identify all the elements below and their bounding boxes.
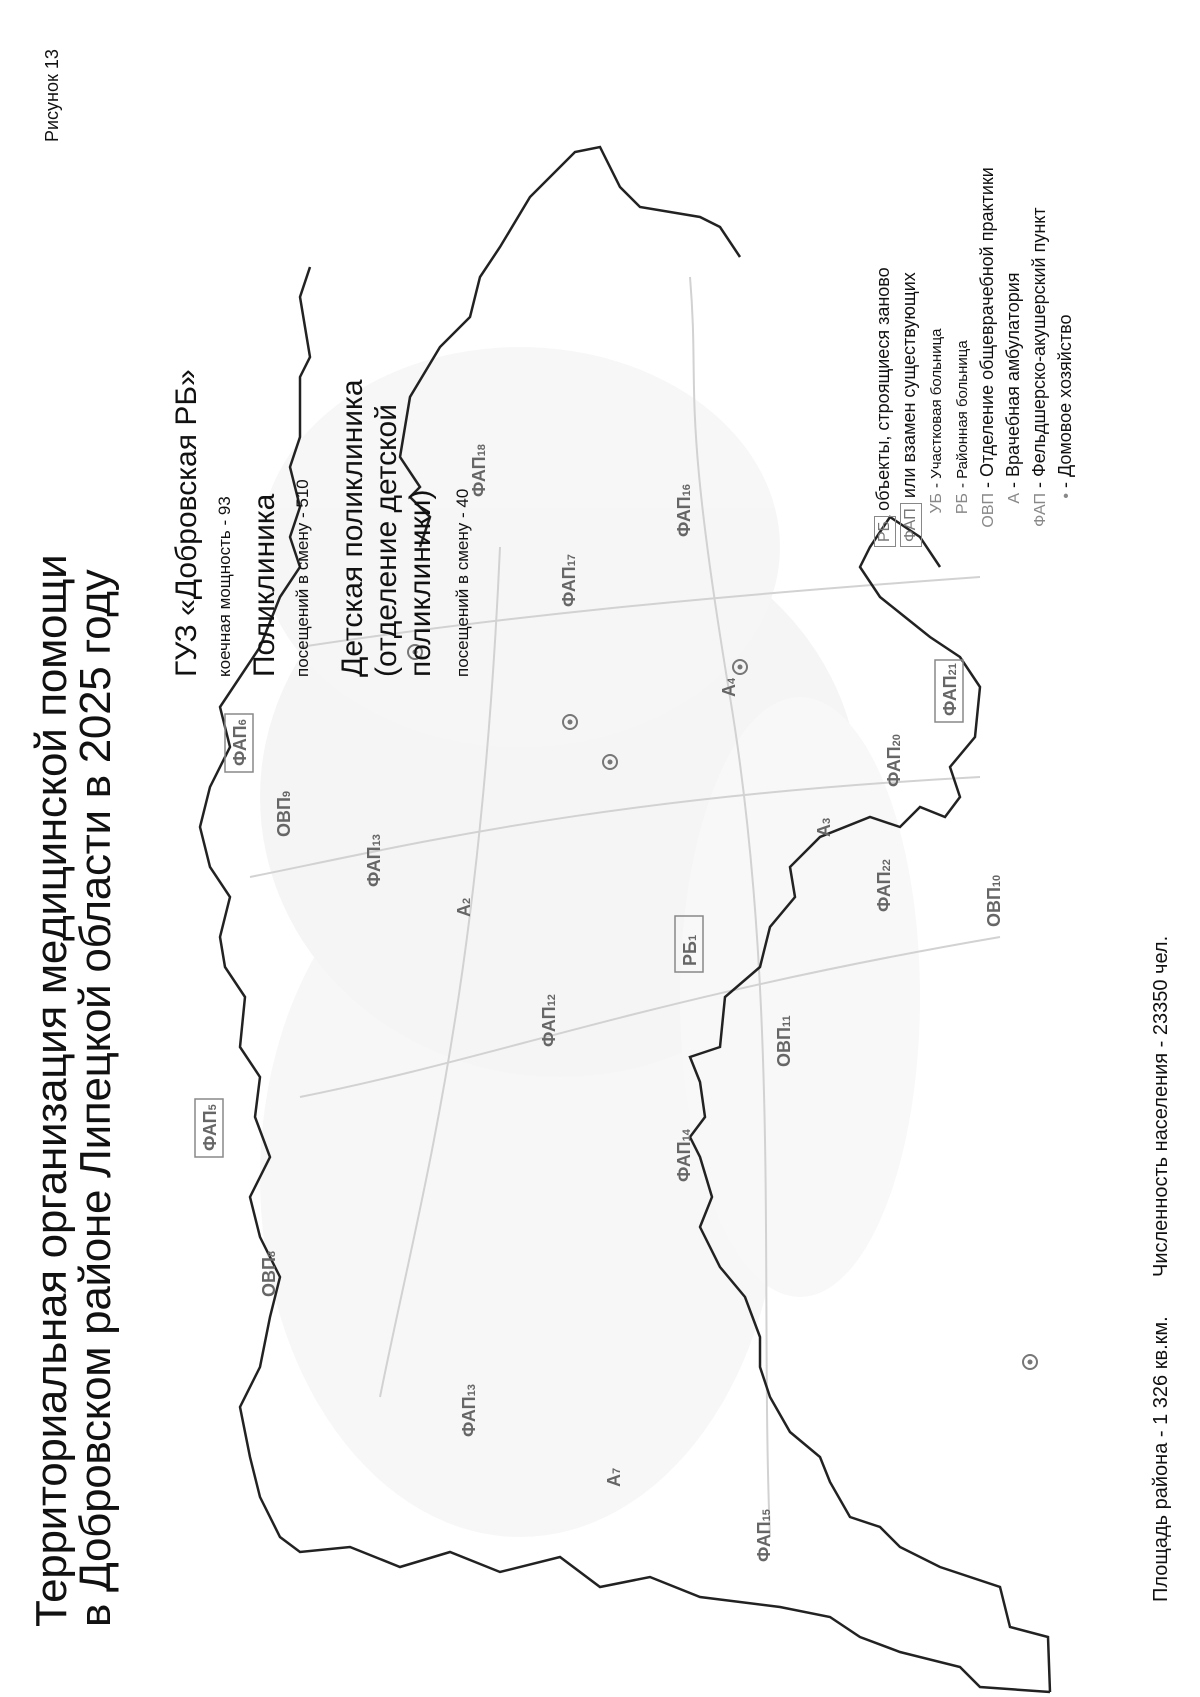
legend-text: - Домовое хозяйство bbox=[1055, 314, 1075, 488]
legend-item-a bbox=[1000, 7, 1026, 547]
svg-text:ОВП11: ОВП11 bbox=[774, 1015, 794, 1067]
svg-text:А3: А3 bbox=[814, 817, 834, 837]
legend-text: - Районная больница bbox=[954, 340, 971, 488]
hospital-beds: коечная мощность - 93 bbox=[215, 496, 234, 677]
legend-item-ovp bbox=[974, 7, 1000, 547]
facility-info bbox=[160, 37, 474, 677]
svg-text:ФАП12: ФАП12 bbox=[539, 994, 559, 1047]
legend-new-objects-line1: объекты, строящиеся заново bbox=[873, 267, 893, 511]
district-area: Площадь района - 1 326 кв.км. bbox=[1150, 1316, 1172, 1602]
svg-text:ФАП5: ФАП5 bbox=[200, 1104, 220, 1151]
svg-text:ФАП13: ФАП13 bbox=[364, 834, 384, 887]
legend-sample-rb: РБ bbox=[874, 516, 896, 547]
svg-text:ФАП21: ФАП21 bbox=[940, 663, 960, 716]
title-line-1: Территориальная организация медицинской помощи bbox=[27, 554, 76, 1627]
legend-item-household bbox=[1052, 7, 1078, 547]
legend-key: А bbox=[1006, 493, 1023, 504]
svg-text:ФАП15: ФАП15 bbox=[754, 1509, 774, 1562]
legend-item-fap bbox=[1026, 7, 1052, 547]
household-dot-icon: • bbox=[1058, 493, 1075, 499]
svg-text:А4: А4 bbox=[719, 677, 739, 697]
svg-text:ОВП8: ОВП8 bbox=[259, 1250, 279, 1297]
legend-key: РБ bbox=[954, 493, 971, 515]
page-title bbox=[27, 554, 120, 1627]
legend-text: - Врачебная амбулатория bbox=[1003, 272, 1023, 488]
hospital-name: ГУЗ «Добровская РБ» bbox=[170, 369, 203, 677]
legend-text: - Участковая больница bbox=[928, 328, 945, 488]
legend-item-ub bbox=[922, 7, 948, 547]
legend-key: ОВП bbox=[980, 493, 997, 528]
legend-key: ФАП bbox=[1032, 493, 1049, 527]
legend-item-rb bbox=[948, 7, 974, 547]
polyclinic-heading: Поликлиника bbox=[248, 493, 281, 677]
title-line-2: в Добровском районе Липецкой области в 2025 году bbox=[71, 569, 120, 1627]
svg-text:А7: А7 bbox=[604, 1467, 624, 1487]
svg-text:А2: А2 bbox=[454, 897, 474, 917]
svg-text:ФАП16: ФАП16 bbox=[674, 484, 694, 537]
svg-text:ФАП6: ФАП6 bbox=[230, 719, 250, 766]
svg-text:ФАП14: ФАП14 bbox=[674, 1129, 694, 1182]
children-visits: посещений в смену - 40 bbox=[453, 488, 472, 677]
legend bbox=[870, 7, 1078, 547]
svg-text:ФАП13: ФАП13 bbox=[459, 1384, 479, 1437]
svg-text:ФАП17: ФАП17 bbox=[559, 554, 579, 607]
svg-text:ОВП9: ОВП9 bbox=[274, 790, 294, 837]
legend-key: УБ bbox=[928, 493, 945, 514]
polyclinic-visits: посещений в смену - 510 bbox=[293, 479, 312, 677]
children-polyclinic-1: Детская поликлиника bbox=[336, 379, 369, 677]
legend-new-objects bbox=[870, 7, 896, 547]
legend-text: - Фельдшерско-акушерский пункт bbox=[1029, 207, 1049, 488]
svg-text:ФАП22: ФАП22 bbox=[874, 859, 894, 912]
legend-text: - Отделение общеврачебной практики bbox=[977, 167, 997, 488]
legend-new-objects-2 bbox=[896, 7, 922, 547]
legend-new-objects-line2: или взамен существующих bbox=[899, 272, 919, 499]
children-polyclinic-3: поликлиники) bbox=[404, 489, 437, 677]
svg-text:ФАП20: ФАП20 bbox=[884, 734, 904, 787]
district-population: Численность населения - 23350 чел. bbox=[1150, 935, 1172, 1277]
figure-label: Рисунок 13 bbox=[42, 49, 62, 142]
children-polyclinic-2: (отделение детской bbox=[370, 404, 403, 677]
legend-sample-fap: ФАП bbox=[900, 503, 922, 547]
svg-text:РБ1: РБ1 bbox=[680, 934, 700, 966]
svg-text:ФАП18: ФАП18 bbox=[469, 444, 489, 497]
svg-text:ОВП10: ОВП10 bbox=[984, 874, 1004, 927]
